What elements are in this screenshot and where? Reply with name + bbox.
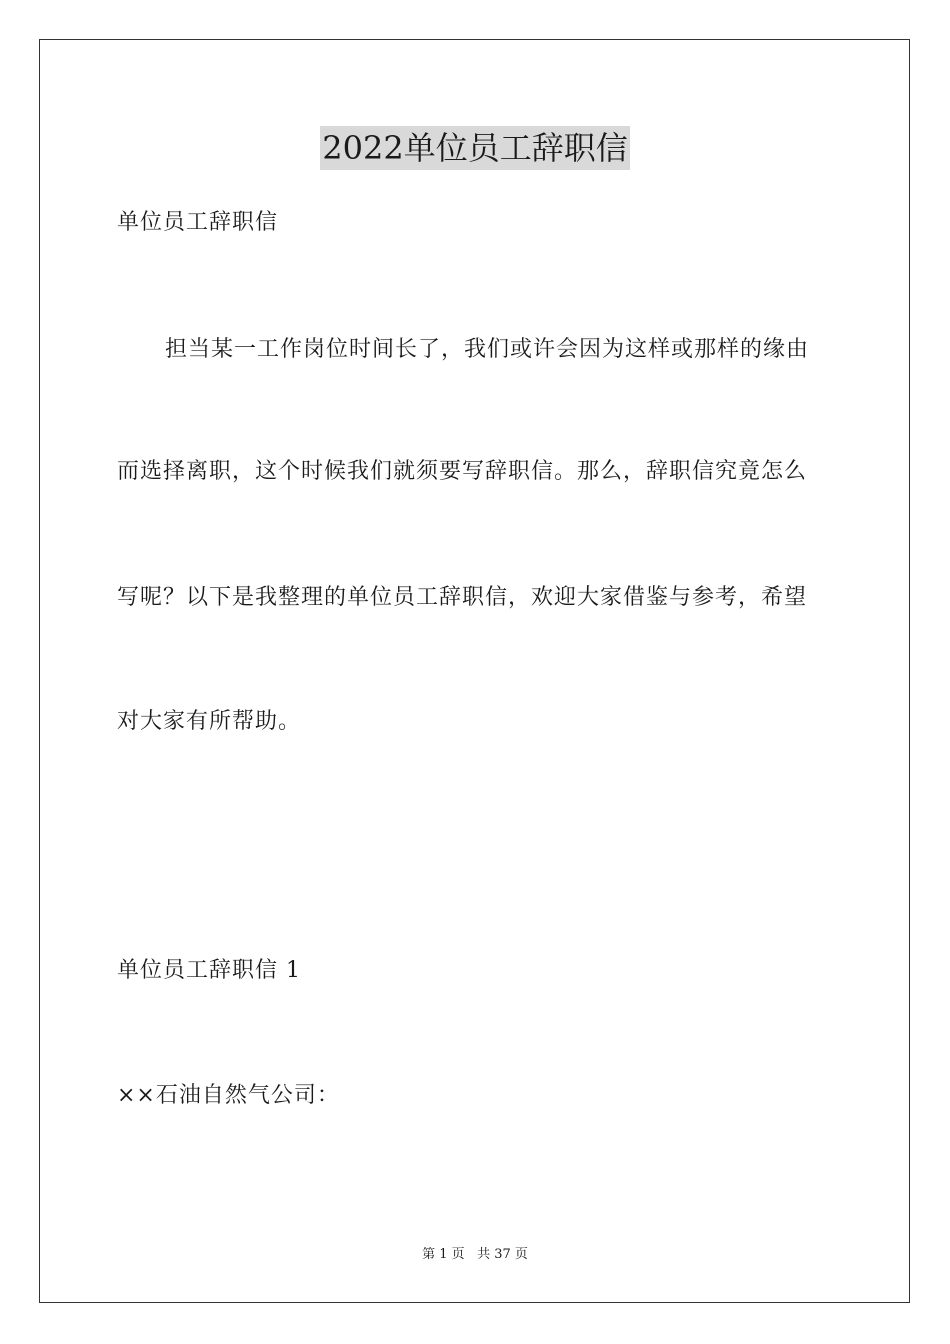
title-container [0,126,950,170]
paragraph-line: 写呢？以下是我整理的单位员工辞职信，欢迎大家借鉴与参考，希望 [117,585,808,610]
paragraph-line: 担当某一工作岗位时间长了，我们或许会因为这样或那样的缘由 [165,337,810,362]
page-total: 共 37 页 [477,1247,528,1262]
page-number: 第 1 页 [422,1247,465,1262]
page-footer [0,1246,950,1264]
salutation: ××石油自然气公司： [117,1083,340,1108]
paragraph-line: 而选择离职，这个时候我们就须要写辞职信。那么，辞职信究竟怎么 [117,459,808,484]
section-heading: 单位员工辞职信 1 [117,958,301,983]
document-title: 2022单位员工辞职信 [320,126,629,170]
document-subtitle: 单位员工辞职信 [117,210,279,235]
paragraph-line: 对大家有所帮助。 [117,709,302,734]
